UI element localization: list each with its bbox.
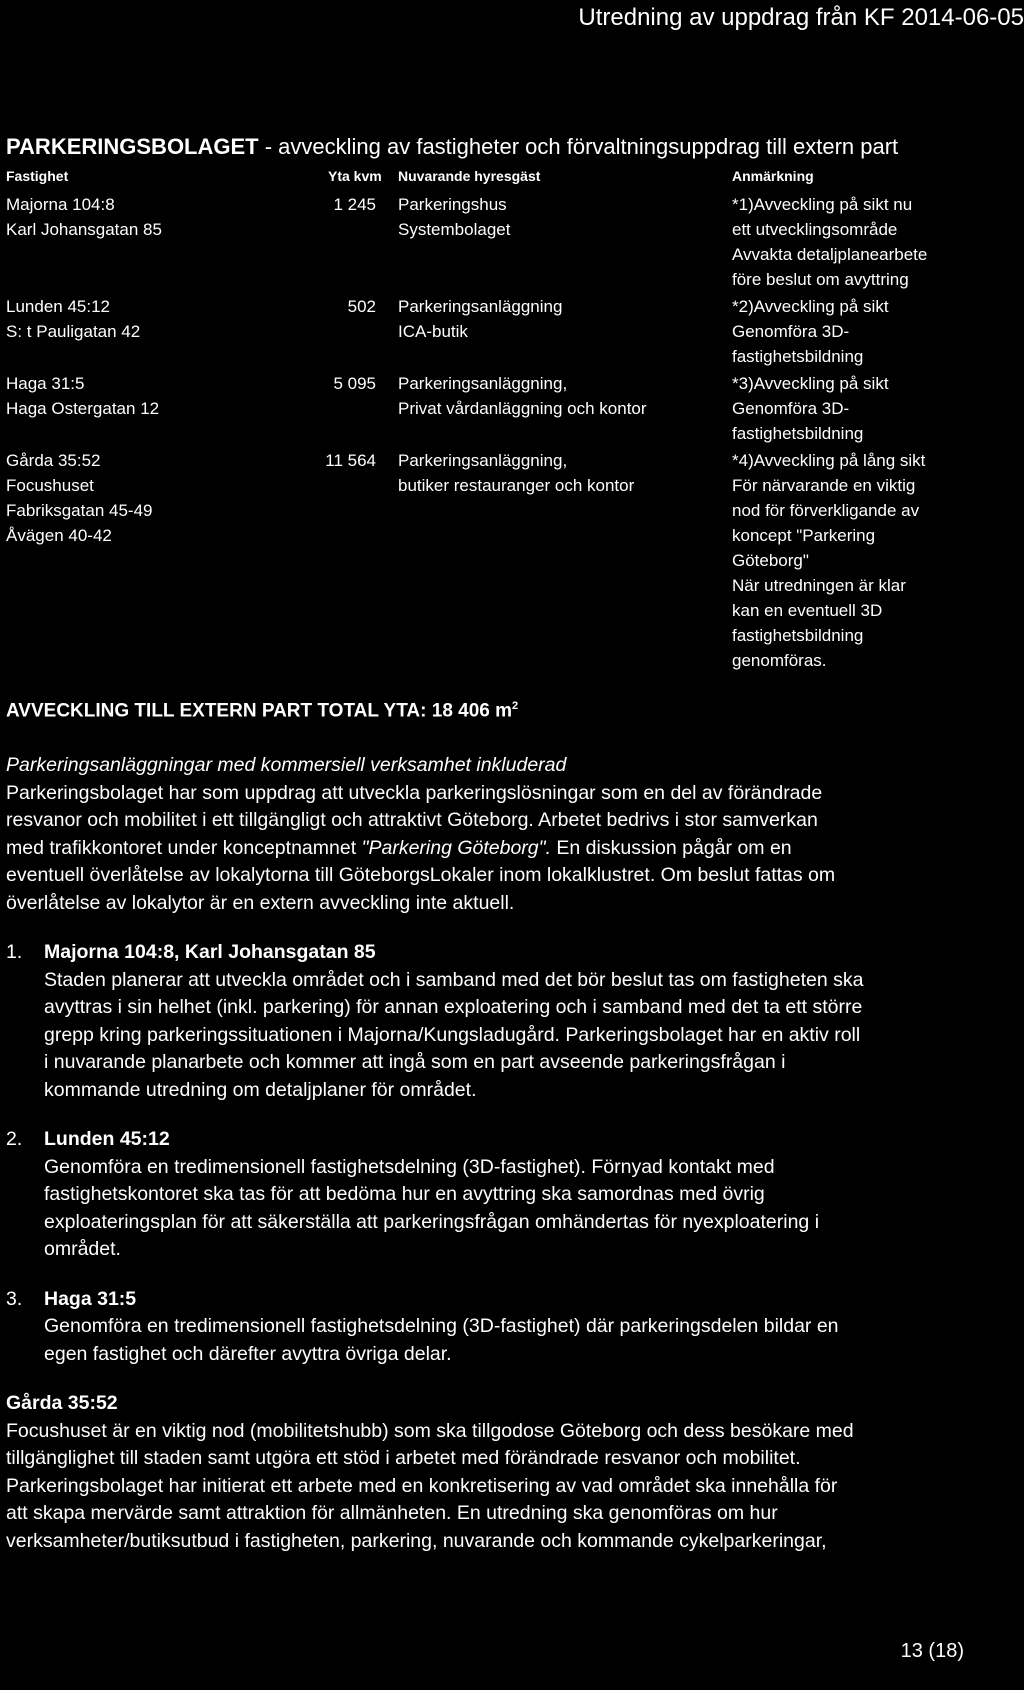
yta-cell: 5 095 [333,374,376,393]
item-title: Haga 31:5 [44,1287,137,1310]
intro-title: Parkeringsanläggningar med kommersiell verksamhet inkluderad [6,754,567,776]
page-header-title: Utredning av uppdrag från KF 2014-06-05 [578,4,1024,31]
fastighet-cell: Gårda 35:52 Focushuset Fabriksgatan 45-49 Åvägen 40-42 [6,451,153,545]
total-area: AVVECKLING TILL EXTERN PART TOTAL YTA: 18 406 $m^2$ [6,700,519,722]
column-header-anmarkning: Anmärkning [732,168,814,184]
item-title: Lunden 45:12 [44,1128,170,1150]
yta-cell: 11 564 [325,451,376,470]
anmarkning-cell: *4)Avveckling på lång sikt För närvarande en viktig nod för förverkligande av koncept "Parkering Göteborg" När utredningen är klar kan en eventuell 3D fastighetsbildning genomföras. [732,451,926,670]
item-number: 3. [6,1287,23,1310]
hyresgast-cell: Parkeringsanläggning ICA-butik [398,297,563,341]
hyresgast-cell: Parkeringshus Systembolaget [398,195,511,239]
item-number: 1. [6,941,23,963]
yta-cell: 502 [347,297,376,316]
anmarkning-cell: *2)Avveckling på sikt Genomföra 3D- fastighetsbildning [732,297,889,366]
item-title: Majorna 104:8, Karl Johansgatan 85 [44,941,376,963]
fastighet-cell: Majorna 104:8 Karl Johansgatan 85 [6,195,162,239]
heading-rest: - avveckling av fastigheter och förvaltningsuppdrag till extern part [258,134,899,159]
garda-section: Gårda 35:52 Focushuset är en viktig nod (mobilitetshubb) som ska tillgodose Göteborg och dess besökare med tillgänglighet till staden samt utgöra ett stöd i arbetet med förändrade resvanor och mobilitet. Parkeringsbolaget har initierat ett arbete med en konkretisering av vad området ska innehålla för att skapa mervärde samt attraktion för allmänheten. En utredning ska genomföras om hur verksamheter/butiksutbud i fastigheten, parkering, nuvarande och kommande cykelparkeringar, [6,1390,1010,1555]
list-item: 3. Haga 31:5 Genomföra en tredimensionell fastighetsdelning (3D-fastighet) där parkeringsdelen bildar en egen fastighet och därefter avyttra övriga delar. [6,1286,1010,1369]
item-number: 2. [6,1128,23,1150]
page-number: 13 (18) [900,1640,964,1662]
garda-title: Gårda 35:52 [6,1392,118,1414]
column-header-fastighet: Fastighet [6,168,69,184]
column-header-hyresgast: Nuvarande hyresgäst [398,168,541,184]
fastighet-cell: Lunden 45:12 S: t Pauligatan 42 [6,297,141,341]
hyresgast-cell: Parkeringsanläggning, butiker restauranger och kontor [398,451,635,495]
hyresgast-cell: Parkeringsanläggning, Privat vårdanläggning och kontor [398,374,647,418]
anmarkning-cell: *1)Avveckling på sikt nu ett utvecklingsområde Avvakta detaljplanearbete före beslut om avyttring [732,195,928,289]
yta-cell: 1 245 [333,195,376,214]
list-item: 1. Majorna 104:8, Karl Johansgatan 85 Staden planerar att utveckla området och i samband med det bör beslut tas om fastigheten ska avyttras i sin helhet (inkl. parkering) för annan exploatering och i samband med det ta ett större grepp kring parkeringssituationen i Majorna/Kungsladugård. Parkeringsbolaget har en aktiv roll i nuvarande planarbete och kommer att ingå som en part avseende parkeringsfrågan i kommande utredning om detaljplaner för området. [6,939,1010,1104]
list-item: 2. Lunden 45:12 Genomföra en tredimensionell fastighetsdelning (3D-fastighet). Förnyad kontakt med fastighetskontoret ska tas för att bedöma hur en avyttring ska samordnas med övrig exploateringsplan för att säkerställa att parkeringsfrågan omhändertas för nyexploatering i området. [6,1126,1010,1264]
document-body [6,752,1010,1577]
heading-bold: PARKERINGSBOLAGET [6,134,259,159]
fastighet-cell: Haga 31:5 Haga Ostergatan 12 [6,374,160,418]
anmarkning-cell: *3)Avveckling på sikt Genomföra 3D- fastighetsbildning [732,374,889,443]
section-heading [6,134,898,160]
column-header-yta: Yta kvm [328,168,382,184]
intro-paragraph: Parkeringsanläggningar med kommersiell verksamhet inkluderad Parkeringsbolaget har som uppdrag att utveckla parkeringslösningar som en del av förändrade resvanor och mobilitet i ett tillgängligt och attraktivt Göteborg. Arbetet bedrivs i stor samverkan med trafikkontoret under konceptnamnet "Parkering Göteborg". En diskussion pågår om en eventuell överlåtelse av lokalytorna till GöteborgsLokaler inom lokalklustret. Om beslut fattas om överlåtelse av lokalytor är en extern avveckling inte aktuell. [6,752,1010,917]
